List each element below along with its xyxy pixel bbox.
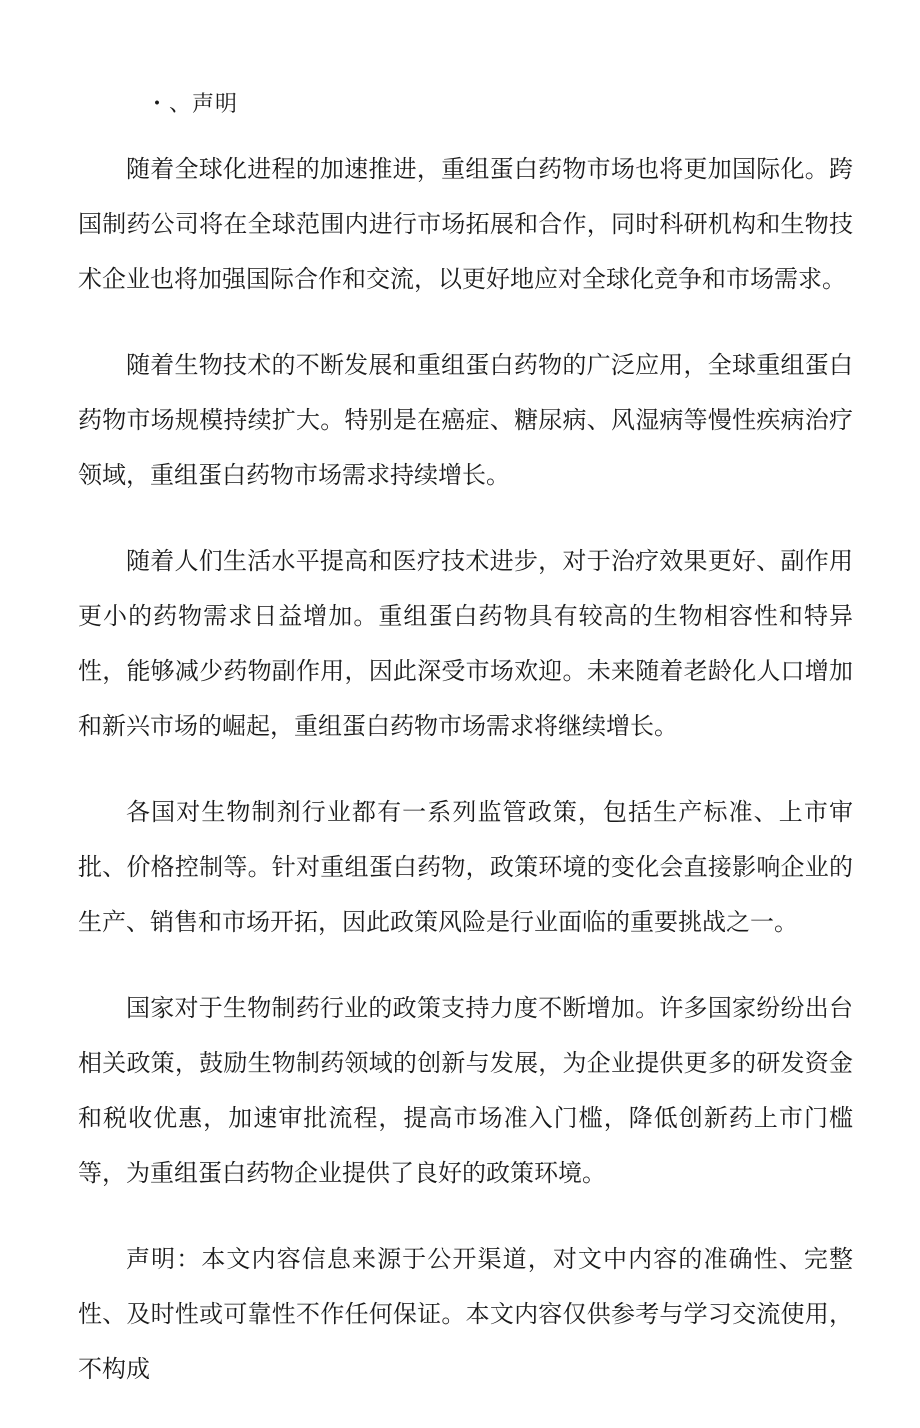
- paragraph-globalization: 随着全球化进程的加速推进，重组蛋白药物市场也将更加国际化。跨国制药公司将在全球范围内进行市场拓展和合作，同时科研机构和生物技术企业也将加强国际合作和交流，以更好地应对全球化竞争和市场需求。: [78, 155, 853, 293]
- paragraph-policy-support: 国家对于生物制药行业的政策支持力度不断增加。许多国家纷纷出台相关政策，鼓励生物制药领域的创新与发展，为企业提供更多的研发资金和税收优惠，加速审批流程，提高市场准入门槛，降低创新药上市门槛等，为重组蛋白药物企业提供了良好的政策环境。: [78, 994, 853, 1187]
- document-body: [78, 142, 853, 1428]
- paragraph-disclaimer: 声明：本文内容信息来源于公开渠道，对文中内容的准确性、完整性、及时性或可靠性不作任何保证。本文内容仅供参考与学习交流使用，不构成: [78, 1245, 853, 1383]
- paragraph-regulatory-policy: 各国对生物制剂行业都有一系列监管政策，包括生产标准、上市审批、价格控制等。针对重组蛋白药物，政策环境的变化会直接影响企业的生产、销售和市场开拓，因此政策风险是行业面临的重要挑战之一。: [78, 798, 853, 936]
- paragraph-demand-growth: 随着人们生活水平提高和医疗技术进步，对于治疗效果更好、副作用更小的药物需求日益增加。重组蛋白药物具有较高的生物相容性和特异性，能够减少药物副作用，因此深受市场欢迎。未来随着老龄化人口增加和新兴市场的崛起，重组蛋白药物市场需求将继续增长。: [78, 547, 853, 740]
- section-heading: ・、声明: [146, 92, 239, 117]
- paragraph-market-scale: 随着生物技术的不断发展和重组蛋白药物的广泛应用，全球重组蛋白药物市场规模持续扩大。特别是在癌症、糖尿病、风湿病等慢性疾病治疗领域，重组蛋白药物市场需求持续增长。: [78, 351, 853, 489]
